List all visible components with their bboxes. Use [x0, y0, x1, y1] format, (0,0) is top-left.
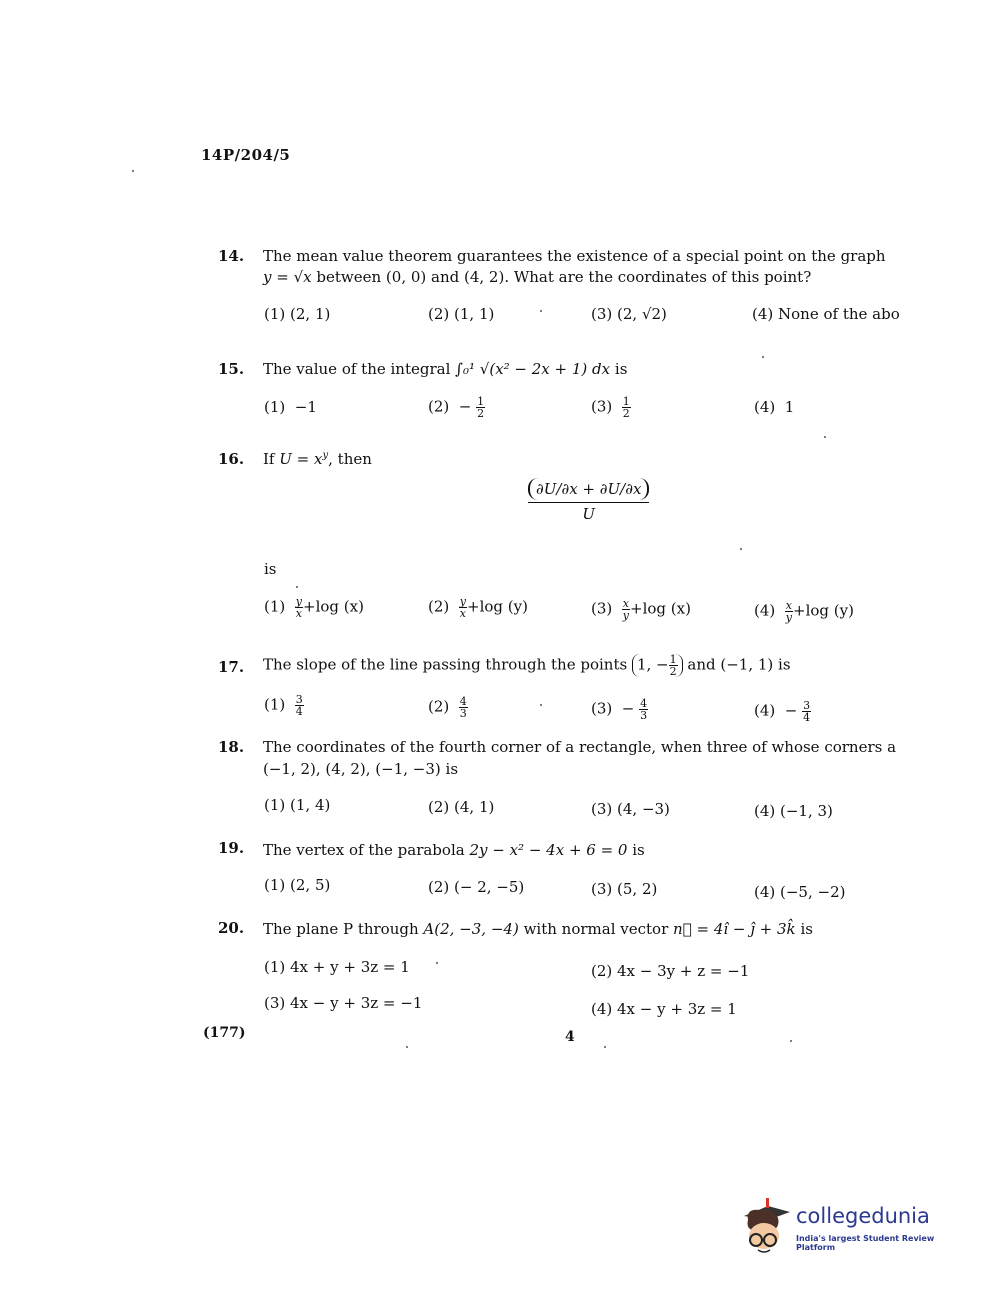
option-fraction: $\frac{y}{x}$: [459, 595, 467, 620]
logo-name: collegedunia: [796, 1204, 930, 1228]
point-fraction: $\frac{1}{2}$: [669, 653, 677, 678]
option-fraction: $\frac{3}{4}$: [803, 699, 811, 724]
question-14-expression: y = √x: [263, 268, 312, 286]
question-14-text-rest: between (0, 0) and (4, 2). What are the coordinates of this point?: [316, 268, 812, 286]
scan-speck: [604, 1046, 606, 1048]
option-sign: −: [784, 701, 798, 720]
question-20-option-3: (3) 4x − y + 3z = −1: [264, 994, 423, 1012]
question-18-option-2: (2) (4, 1): [428, 798, 495, 816]
question-17-option-3: [591, 698, 648, 721]
question-19-text-a: The vertex of the parabola: [263, 841, 465, 859]
question-14-option-1: (1) (2, 1): [264, 305, 331, 323]
option-fraction: $\frac{4}{3}$: [640, 697, 648, 722]
question-15-integral: ∫₀¹ √(x² − 2x + 1) dx: [455, 360, 611, 378]
question-17-option-1: [264, 694, 304, 717]
fraction-numerator: ∂U/∂x + ∂U/∂x: [528, 478, 649, 500]
question-16-option-2: [428, 596, 528, 619]
scan-speck: [540, 310, 542, 312]
question-15-option-3: [591, 396, 631, 419]
question-19-text: [263, 841, 645, 859]
question-20-text-c: is: [800, 920, 813, 938]
option-fraction: $\frac{1}{2}$: [622, 395, 630, 420]
question-20-normal-vector: n⃗ = 4î − ĵ + 3k̂: [673, 920, 796, 938]
fraction-denominator: U: [528, 502, 649, 523]
option-rest: +log (y): [467, 597, 528, 616]
question-19-option-4: (4) (−5, −2): [754, 883, 846, 901]
question-17-text: [263, 654, 791, 677]
question-20-option-4: (4) 4x − y + 3z = 1: [591, 1000, 737, 1018]
question-19-number: 19.: [218, 839, 245, 857]
question-14-text-line1: The mean value theorem guarantees the existence of a special point on the graph: [263, 247, 886, 265]
student-mascot-icon: [738, 1196, 794, 1258]
question-16-number: 16.: [218, 450, 245, 468]
exam-code: 14P/204/5: [201, 146, 291, 164]
scan-speck: [406, 1046, 408, 1048]
scan-speck: [740, 548, 742, 550]
question-19-expression: 2y − x² − 4x + 6 = 0: [469, 841, 628, 859]
question-17-option-4: [754, 700, 811, 723]
question-17-text-a: The slope of the line passing through the points: [263, 655, 628, 674]
question-15-option-1: [264, 398, 317, 416]
option-sign: −: [621, 699, 635, 718]
question-18-text-line1: The coordinates of the fourth corner of a rectangle, when three of whose corners a: [263, 738, 897, 756]
option-label: (3): [591, 397, 613, 416]
scan-speck: [436, 962, 438, 964]
question-14-number: 14.: [218, 247, 245, 265]
option-label: (3): [591, 599, 613, 618]
question-20-text-a: The plane P through: [263, 920, 419, 938]
option-fraction: $\frac{3}{4}$: [295, 693, 303, 718]
footer-code: (177): [203, 1025, 246, 1041]
scan-speck: [540, 704, 542, 706]
option-rest: +log (y): [793, 601, 854, 620]
scan-speck: [762, 356, 764, 358]
question-16-option-3: [591, 598, 691, 621]
option-sign: −: [458, 397, 472, 416]
option-rest: +log (x): [303, 597, 364, 616]
option-value: 1: [784, 398, 795, 416]
option-rest: +log (x): [630, 599, 691, 618]
option-label: (4): [754, 601, 776, 620]
option-fraction: $\frac{y}{x}$: [295, 595, 303, 620]
question-19-option-1: (1) (2, 5): [264, 876, 331, 894]
scan-speck: [132, 170, 134, 172]
question-16-is: is: [264, 560, 277, 578]
question-17-number: 17.: [218, 658, 245, 676]
question-16-exponent: y: [322, 450, 329, 461]
question-20-text: [263, 920, 813, 938]
option-label: (4): [754, 398, 776, 416]
question-20-number: 20.: [218, 919, 245, 937]
question-20-text-b: with normal vector: [523, 920, 669, 938]
question-19-text-b: is: [632, 841, 645, 859]
question-16-option-1: [264, 596, 364, 619]
option-label: (2): [428, 397, 450, 416]
question-18-option-4: (4) (−1, 3): [754, 802, 833, 820]
option-fraction: $\frac{x}{y}$: [622, 597, 630, 622]
option-label: (4): [754, 701, 776, 720]
point-coordinates: 1, −: [636, 655, 669, 674]
question-18-option-3: (3) (4, −3): [591, 800, 670, 818]
question-19-option-3: (3) (5, 2): [591, 880, 658, 898]
option-value: −1: [294, 398, 317, 416]
page-number: 4: [565, 1029, 575, 1045]
question-18-option-1: (1) (1, 4): [264, 796, 331, 814]
question-17-point: [632, 654, 683, 677]
question-16-expression: U = x: [279, 450, 323, 468]
question-20-option-1: (1) 4x + y + 3z = 1: [264, 958, 410, 976]
question-18-text-line2: (−1, 2), (4, 2), (−1, −3) is: [263, 760, 459, 778]
question-19-option-2: (2) (− 2, −5): [428, 878, 525, 896]
question-15-option-2: [428, 396, 485, 419]
option-fraction: $\frac{1}{2}$: [477, 395, 485, 420]
scan-speck: [296, 586, 298, 588]
option-label: (3): [591, 699, 613, 718]
option-fraction: $\frac{x}{y}$: [785, 599, 793, 624]
question-15-text-a: The value of the integral: [263, 360, 451, 378]
question-16-text-a: If: [263, 450, 275, 468]
question-20-option-2: (2) 4x − 3y + z = −1: [591, 962, 750, 980]
question-16-option-4: [754, 600, 854, 623]
question-17-option-2: [428, 696, 468, 719]
option-fraction: $\frac{4}{3}$: [459, 695, 467, 720]
option-label: (1): [264, 695, 286, 714]
question-14-option-3: (3) (2, √2): [591, 305, 667, 323]
question-15-number: 15.: [218, 360, 245, 378]
question-14-option-2: (2) (1, 1): [428, 305, 495, 323]
question-14-text-line2: [263, 268, 811, 286]
question-16-big-fraction: [528, 478, 649, 523]
question-16-text: [263, 450, 372, 468]
question-15-text: [263, 360, 627, 378]
question-20-point: A(2, −3, −4): [423, 920, 519, 938]
question-17-text-b: and (−1, 1) is: [687, 655, 791, 674]
logo-tagline: India's largest Student Review Platform: [796, 1234, 935, 1252]
option-label: (2): [428, 697, 450, 716]
scan-speck: [824, 436, 826, 438]
question-16-text-b: , then: [328, 450, 372, 468]
scan-speck: [790, 1040, 792, 1042]
question-18-number: 18.: [218, 738, 245, 756]
option-label: (1): [264, 398, 286, 416]
option-label: (2): [428, 597, 450, 616]
option-label: (1): [264, 597, 286, 616]
question-15-text-b: is: [614, 360, 628, 378]
question-15-option-4: [754, 398, 794, 416]
collegedunia-logo[interactable]: [738, 1196, 968, 1256]
question-14-option-4: (4) None of the abo: [752, 305, 900, 323]
